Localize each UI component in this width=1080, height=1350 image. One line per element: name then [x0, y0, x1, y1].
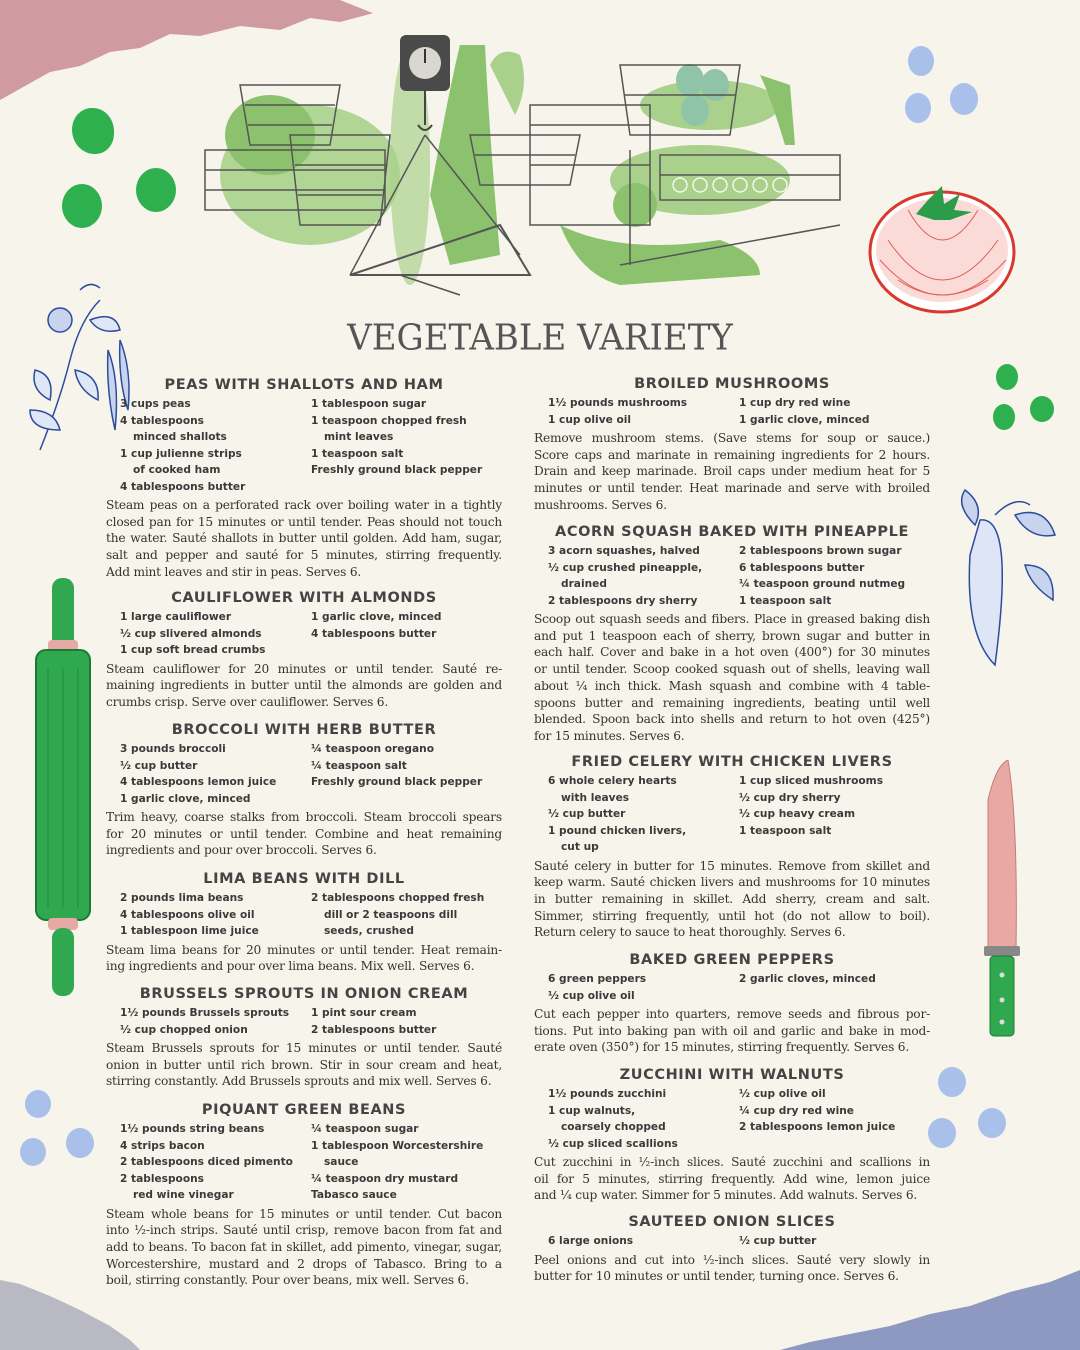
- instruction-line: Drain and keep marinade. Broil caps under medium heat for 5: [534, 464, 930, 479]
- instruction-line: Cut zucchini in ½-inch slices. Sauté zucchini and scallions in: [534, 1155, 930, 1169]
- ingredient: Freshly ground black pepper: [311, 464, 483, 476]
- ingredient: 1 teaspoon chopped fresh: [311, 414, 467, 427]
- instruction-line: or until tender. Scoop cooked squash out of shells, leaving wall: [534, 662, 930, 677]
- ingredient: 4 strips bacon: [120, 1139, 205, 1152]
- instruction-line: ingredients and pour over broccoli. Serves 6.: [106, 843, 377, 858]
- instruction-line: salt and pepper and sauté for 5 minutes, stirring frequently.: [106, 548, 502, 563]
- recipe-title: BROILED MUSHROOMS: [634, 376, 830, 392]
- instruction-line: Simmer, stirring frequently, until hot (do not allow to boil).: [534, 908, 930, 923]
- ingredient: with leaves: [561, 791, 630, 804]
- instruction-line: each half. Cover and bake in a hot oven (400°) for 30 minutes: [534, 645, 930, 660]
- green-dot: [62, 184, 102, 228]
- ingredient: ¼ teaspoon salt: [311, 759, 407, 772]
- ingredient: 2 tablespoons lemon juice: [739, 1121, 896, 1133]
- recipe-instructions: [534, 858, 930, 942]
- blue-dot: [908, 46, 934, 76]
- instruction-line: the water. Sauté shallots in butter until golden. Add ham, sugar,: [106, 531, 502, 546]
- recipe-instructions: [106, 1040, 502, 1090]
- ingredient: 1 pound chicken livers,: [548, 824, 687, 837]
- vegetable-market-illustration: [200, 25, 850, 305]
- recipe-block: [106, 1099, 502, 1289]
- instruction-line: Steam whole beans for 15 minutes or until tender. Cut bacon: [106, 1206, 502, 1221]
- ingredient: 2 tablespoons chopped fresh: [311, 892, 485, 904]
- page-title: VEGETABLE VARIETY: [347, 317, 733, 359]
- recipe-block: [106, 983, 502, 1090]
- instruction-line: tions. Put into baking pan with oil and garlic and bake in mod-: [534, 1023, 930, 1038]
- ingredient: 4 tablespoons butter: [311, 627, 437, 640]
- ingredient: 1 cup julienne strips: [120, 447, 242, 460]
- instruction-line: erate oven (350°) for 15 minutes, stirring frequently. Serves 6.: [534, 1040, 910, 1055]
- ingredient-list: [534, 543, 930, 609]
- blue-dot: [66, 1128, 94, 1158]
- ingredient: ¼ teaspoon sugar: [311, 1123, 419, 1135]
- ingredient: 1 cup soft bread crumbs: [120, 644, 266, 656]
- ingredient: 1 garlic clove, minced: [739, 413, 870, 426]
- blue-dot: [905, 93, 931, 123]
- ingredient: 1 garlic clove, minced: [120, 792, 251, 805]
- ingredient: 1 teaspoon salt: [739, 594, 832, 607]
- recipe-instructions: [106, 1206, 502, 1290]
- instruction-line: add to beans. To bacon fat in skillet, add pimento, vinegar, sugar,: [106, 1239, 502, 1254]
- ingredient-list: [534, 1233, 930, 1250]
- ingredient: 4 tablespoons: [120, 414, 204, 427]
- recipe-block: [534, 1211, 930, 1285]
- ingredient: 1½ pounds Brussels sprouts: [120, 1007, 290, 1019]
- ingredient: 3 acorn squashes, halved: [548, 545, 700, 557]
- recipe-title: BRUSSELS SPROUTS IN ONION CREAM: [139, 986, 469, 1002]
- recipe-block: [106, 719, 502, 859]
- ingredient: ½ cup chopped onion: [120, 1023, 248, 1036]
- instruction-line: into ½-inch strips. Sauté until crisp, remove bacon from fat and: [106, 1223, 502, 1238]
- recipe-block: [534, 373, 930, 514]
- ingredient: mint leaves: [324, 431, 394, 443]
- ingredient: ½ cup olive oil: [548, 989, 635, 1002]
- recipe-title: BROCCOLI WITH HERB BUTTER: [171, 722, 437, 738]
- recipe-title: PIQUANT GREEN BEANS: [201, 1102, 407, 1118]
- instruction-line: for 15 minutes. Serves 6.: [534, 728, 685, 743]
- ingredient: 3 cups peas: [120, 398, 191, 410]
- ingredient: 2 tablespoons butter: [311, 1023, 437, 1036]
- ingredient: 1 cup walnuts,: [548, 1104, 636, 1117]
- recipe-instructions: [106, 942, 502, 975]
- instruction-line: Return celery to sauce to heat thoroughly. Serves 6.: [534, 925, 846, 940]
- ingredient: 6 tablespoons butter: [739, 561, 865, 574]
- instruction-line: Steam peas on a perforated rack over boiling water in a tightly: [106, 498, 502, 512]
- instruction-line: crumbs crisp. Serve over cauliflower. Serves 6.: [106, 694, 389, 709]
- ingredient: 1 teaspoon salt: [739, 824, 832, 837]
- ingredient: 2 tablespoons diced pimento: [120, 1156, 293, 1168]
- instruction-line: closed pan for 15 minutes or until tender. Peas should not touch: [106, 514, 502, 529]
- ingredient: 2 garlic cloves, minced: [739, 973, 876, 985]
- instruction-line: Sauté celery in butter for 15 minutes. Remove from skillet and: [534, 858, 930, 873]
- recipe-instructions: [534, 1154, 930, 1204]
- ingredient: 1 cup olive oil: [548, 413, 632, 426]
- instruction-line: blended. Spoon back into shells and return to hot oven (425°): [534, 712, 930, 727]
- ingredient: red wine vinegar: [133, 1189, 234, 1201]
- green-dot: [993, 404, 1015, 430]
- recipe-title: ZUCCHINI WITH WALNUTS: [619, 1067, 845, 1083]
- ingredient: 4 tablespoons olive oil: [120, 908, 255, 921]
- recipe-block: [534, 751, 930, 941]
- ingredient-list: [106, 1121, 502, 1204]
- ingredient: 1 teaspoon salt: [311, 447, 404, 460]
- instruction-line: Steam Brussels sprouts for 15 minutes or until tender. Sauté: [106, 1041, 502, 1055]
- blue-dot: [950, 83, 978, 115]
- instruction-line: Cut each pepper into quarters, remove seeds and fibrous por-: [534, 1007, 930, 1021]
- recipe-instructions: [534, 430, 930, 514]
- instruction-line: mushrooms. Serves 6.: [534, 497, 667, 512]
- instruction-line: for 20 minutes or until tender. Combine and heat remaining: [106, 826, 502, 841]
- ingredient: coarsely chopped: [561, 1121, 666, 1133]
- recipe-title: ACORN SQUASH BAKED WITH PINEAPPLE: [555, 524, 909, 540]
- ingredient: 6 green peppers: [548, 973, 647, 985]
- ingredient: 2 tablespoons: [120, 1172, 204, 1185]
- instruction-line: Trim heavy, coarse stalks from broccoli. Steam broccoli spears: [106, 810, 502, 824]
- ingredient: 1 tablespoon Worcestershire: [311, 1139, 484, 1152]
- instruction-line: stirring constantly. Add Brussels sprouts and mix well. Serves 6.: [106, 1074, 492, 1089]
- instruction-line: Remove mushroom stems. (Save stems for soup or sauce.): [534, 431, 930, 445]
- ingredient: minced shallots: [133, 431, 227, 443]
- ingredient-list: [106, 1005, 502, 1038]
- recipe-block: [534, 1064, 930, 1204]
- recipe-instructions: [534, 611, 930, 745]
- ingredient: cut up: [561, 841, 599, 853]
- recipe-title: CAULIFLOWER WITH ALMONDS: [171, 590, 437, 606]
- instruction-line: Add mint leaves and stir in peas. Serves 6.: [106, 564, 362, 579]
- recipe-instructions: [106, 809, 502, 859]
- recipe-title: BAKED GREEN PEPPERS: [629, 952, 835, 968]
- instruction-line: spoons butter and remaining ingredients, beating until well: [534, 695, 930, 710]
- recipe-title: SAUTEED ONION SLICES: [628, 1214, 836, 1230]
- recipe-instructions: [534, 1252, 930, 1285]
- instruction-line: Scoop out squash seeds and fibers. Place in greased baking dish: [534, 612, 930, 626]
- recipe-instructions: [106, 497, 502, 581]
- instruction-line: Steam lima beans for 20 minutes or until tender. Heat remain-: [106, 942, 502, 957]
- instruction-line: oil for 5 minutes, stirring frequently. Add wine, lemon juice: [534, 1171, 930, 1186]
- recipe-block: [534, 949, 930, 1056]
- ingredient: 4 tablespoons lemon juice: [120, 776, 277, 788]
- ingredient-list: [106, 609, 502, 659]
- blue-dot: [938, 1067, 966, 1097]
- blue-dot: [25, 1090, 51, 1118]
- ingredient: ½ cup crushed pineapple,: [548, 561, 703, 574]
- green-dot: [72, 108, 114, 154]
- ingredient: 1½ pounds string beans: [120, 1123, 265, 1135]
- ingredient: dill or 2 teaspoons dill: [324, 908, 458, 921]
- recipe-title: FRIED CELERY WITH CHICKEN LIVERS: [571, 754, 893, 770]
- recipe-block: [106, 374, 502, 581]
- ingredient: ½ cup dry sherry: [739, 791, 841, 804]
- instruction-line: keep warm. Sauté chicken livers and mushrooms for 10 minutes: [534, 875, 930, 890]
- ingredient: ½ cup olive oil: [739, 1088, 826, 1100]
- ingredient-list: [534, 971, 930, 1004]
- instruction-line: in butter remaining in skillet. Add sherry, cream and salt.: [534, 891, 930, 906]
- ingredient: 6 whole celery hearts: [548, 775, 677, 787]
- blue-dot: [978, 1108, 1006, 1138]
- ingredient: 1 cup sliced mushrooms: [739, 775, 884, 787]
- ingredient: 6 large onions: [548, 1235, 634, 1247]
- ingredient: ¼ teaspoon ground nutmeg: [739, 578, 906, 590]
- chef-knife-icon: [978, 760, 1028, 1040]
- ingredient-list: [106, 890, 502, 940]
- green-dot: [1030, 396, 1054, 422]
- instruction-line: minutes or until tender. Heat marinade and serve with broiled: [534, 481, 930, 496]
- ingredient: ½ cup butter: [548, 808, 626, 820]
- ingredient-list: [534, 1086, 930, 1152]
- ingredient: 1 garlic clove, minced: [311, 611, 442, 623]
- recipe-title: PEAS WITH SHALLOTS AND HAM: [164, 377, 444, 393]
- instruction-line: Score caps and marinate in remaining ingredients for 2 hours.: [534, 447, 930, 462]
- instruction-line: ing ingredients and pour over lima beans. Mix well. Serves 6.: [106, 959, 475, 974]
- ingredient: ¼ teaspoon dry mustard: [311, 1172, 459, 1185]
- recipe-block: [106, 868, 502, 975]
- instruction-line: butter for 10 minutes or until tender, turning once. Serves 6.: [534, 1269, 899, 1284]
- blue-dot: [20, 1138, 46, 1166]
- instruction-line: Steam cauliflower for 20 minutes or until tender. Sauté re-: [106, 661, 502, 676]
- ingredient: ½ cup butter: [739, 1235, 817, 1247]
- ingredient: 1 cup dry red wine: [739, 397, 851, 409]
- ingredient: 2 tablespoons dry sherry: [548, 594, 698, 607]
- rolling-pin-icon: [28, 578, 98, 998]
- ingredient-list: [534, 395, 930, 428]
- ingredient: ¼ cup dry red wine: [739, 1104, 854, 1117]
- recipe-title: LIMA BEANS WITH DILL: [203, 871, 405, 887]
- cucumber-icon: [935, 485, 1065, 675]
- instruction-line: Peel onions and cut into ½-inch slices. Sauté very slowly in: [534, 1252, 930, 1267]
- recipe-block: [106, 587, 502, 711]
- ingredient: 1½ pounds zucchini: [548, 1088, 667, 1100]
- instruction-line: boil, stirring constantly. Pour over beans, mix well. Serves 6.: [106, 1273, 469, 1288]
- ingredient: 1 large cauliflower: [120, 611, 232, 623]
- recipe-instructions: [106, 661, 502, 711]
- ingredient: 1½ pounds mushrooms: [548, 397, 688, 409]
- instruction-line: and put 1 teaspoon each of sherry, brown sugar and butter in: [534, 628, 930, 643]
- ingredient: 1 pint sour cream: [311, 1007, 417, 1019]
- ingredient: ½ cup butter: [120, 759, 198, 772]
- ingredient: 1 tablespoon lime juice: [120, 925, 259, 937]
- ingredient: Tabasco sauce: [311, 1189, 397, 1201]
- instruction-line: and ¼ cup water. Simmer for 5 minutes. Add walnuts. Serves 6.: [534, 1188, 918, 1203]
- recipe-instructions: [534, 1006, 930, 1056]
- ingredient: sauce: [324, 1156, 359, 1168]
- ingredient: of cooked ham: [133, 464, 221, 476]
- recipe-block: [534, 521, 930, 745]
- ingredient: 3 pounds broccoli: [120, 743, 226, 755]
- green-dot: [996, 364, 1018, 390]
- ingredient: 2 tablespoons brown sugar: [739, 545, 902, 557]
- instruction-line: maining ingredients in butter until the almonds are golden and: [106, 678, 502, 693]
- green-dot: [136, 168, 176, 212]
- ingredient: 1 tablespoon sugar: [311, 398, 427, 410]
- tomato-icon: [868, 180, 1018, 320]
- ingredient: ¼ teaspoon oregano: [311, 743, 434, 755]
- ingredient: ½ cup sliced scallions: [548, 1137, 678, 1150]
- ingredient: drained: [561, 578, 607, 590]
- instruction-line: onion in butter until rich brown. Stir in sour cream and heat,: [106, 1057, 502, 1072]
- ingredient-list: [106, 396, 502, 495]
- ingredient: ½ cup slivered almonds: [120, 627, 262, 640]
- ingredient: Freshly ground black pepper: [311, 776, 483, 788]
- instruction-line: about ¼ inch thick. Mash squash and combine with 4 table-: [534, 678, 930, 693]
- instruction-line: Worcestershire, mustard and 2 drops of Tabasco. Bring to a: [106, 1256, 502, 1271]
- ingredient: seeds, crushed: [324, 925, 414, 937]
- ingredient-list: [534, 773, 930, 856]
- ingredient: 4 tablespoons butter: [120, 480, 246, 493]
- ingredient-list: [106, 741, 502, 807]
- ingredient: ½ cup heavy cream: [739, 808, 855, 820]
- ingredient: 2 pounds lima beans: [120, 892, 244, 904]
